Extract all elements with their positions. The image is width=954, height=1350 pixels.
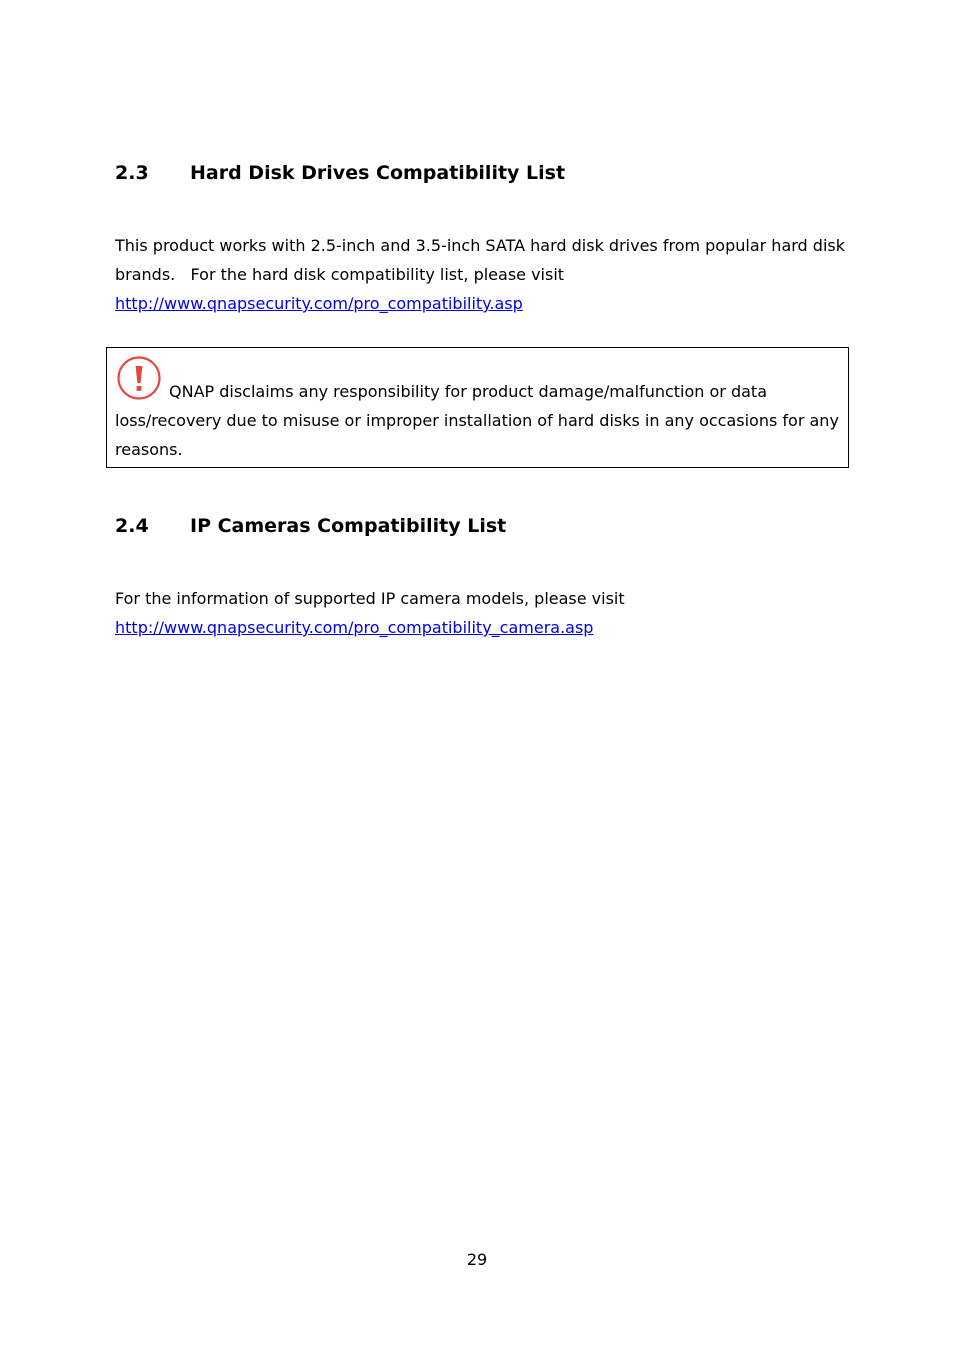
section-number: 2.3	[115, 162, 149, 184]
warning-line: loss/recovery due to misuse or improper installation of hard disks in any occasions for any	[115, 411, 839, 430]
body-line: For the information of supported IP camera models, please visit	[115, 589, 625, 608]
section-heading-2-4	[115, 514, 506, 538]
warning-box	[106, 347, 849, 468]
section-title: IP Cameras Compatibility List	[190, 515, 507, 537]
warning-text	[115, 377, 845, 464]
warning-line: reasons.	[115, 440, 183, 459]
section-heading-2-3	[115, 161, 565, 185]
body-line: brands. For the hard disk compatibility list, please visit	[115, 265, 565, 284]
hdd-compatibility-link[interactable]: http://www.qnapsecurity.com/pro_compatibility.asp	[115, 294, 523, 313]
section-number: 2.4	[115, 515, 149, 537]
camera-compatibility-link[interactable]: http://www.qnapsecurity.com/pro_compatibility_camera.asp	[115, 618, 594, 637]
section-title: Hard Disk Drives Compatibility List	[190, 162, 566, 184]
body-line: This product works with 2.5-inch and 3.5-inch SATA hard disk drives from popular hard disk	[115, 236, 845, 255]
section-body-2-4	[115, 584, 850, 642]
page-number: 29	[466, 1250, 488, 1269]
section-body-2-3	[115, 231, 850, 318]
warning-line: QNAP disclaims any responsibility for product damage/malfunction or data	[169, 382, 767, 401]
